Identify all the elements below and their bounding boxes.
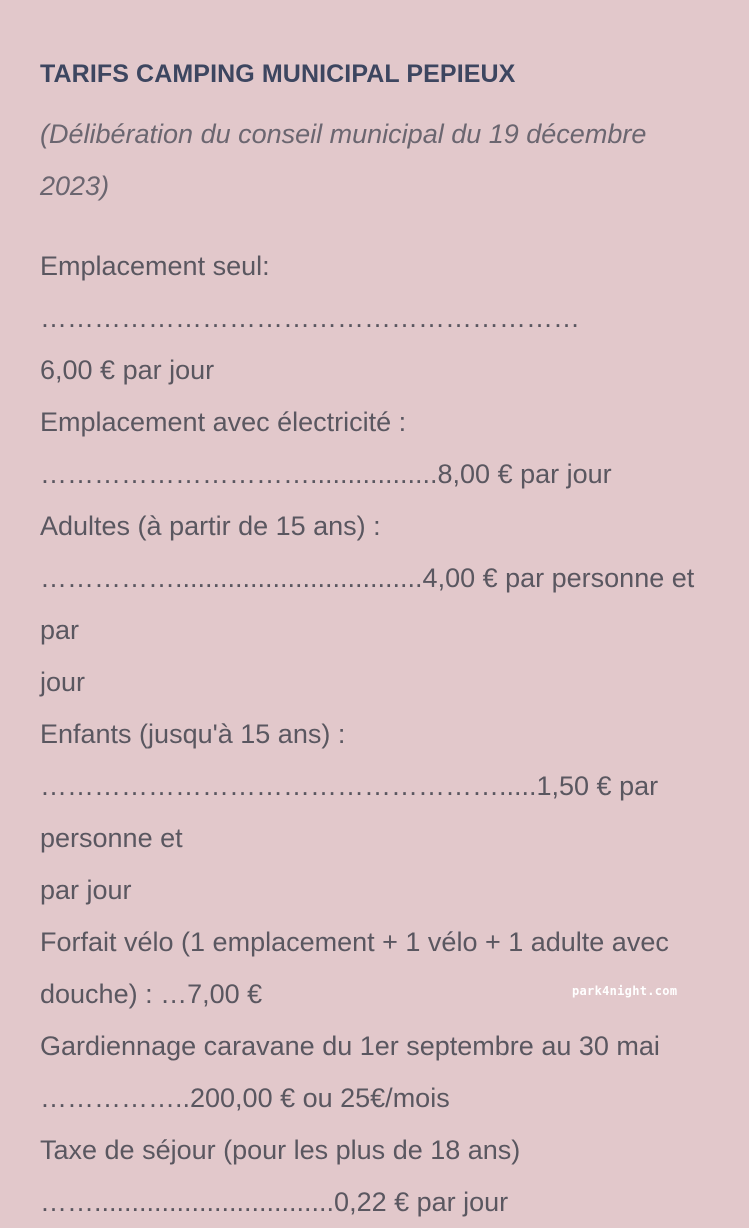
tariff-line-enfants: Enfants (jusqu'à 15 ans) : [40, 719, 346, 749]
tariff-line-gardiennage-price: ……………..200,00 € ou 25€/mois [40, 1083, 450, 1113]
tariff-line-gardiennage: Gardiennage caravane du 1er septembre au 30 mai [40, 1031, 660, 1061]
tariff-list [40, 240, 710, 1228]
tariff-line-enfants-price-cont: par jour [40, 875, 132, 905]
tariff-line-emplacement-seul: Emplacement seul: …………………………………………………… [40, 251, 580, 333]
tariff-line-enfants-price: …………………………………………….....1,50 € par personne et [40, 771, 666, 853]
tariff-line-adultes-price-cont: jour [40, 667, 86, 697]
park4night-watermark: park4night.com [572, 984, 678, 998]
tariff-document [40, 56, 710, 1228]
tariff-line-taxe-sejour: Taxe de séjour (pour les plus de 18 ans) [40, 1135, 521, 1165]
tariff-line-forfait-velo: Forfait vélo (1 emplacement + 1 vélo + 1 adulte avec [40, 927, 669, 957]
tariff-line-emplacement-electricite-price: ………………………….................8,00 € par jour [40, 459, 612, 489]
tariff-line-adultes: Adultes (à partir de 15 ans) : [40, 511, 381, 541]
tariff-line-emplacement-seul-price: 6,00 € par jour [40, 355, 215, 385]
document-subtitle: (Délibération du conseil municipal du 19 décembre 2023) [40, 119, 647, 201]
tariff-line-forfait-velo-price: douche) : …7,00 € [40, 979, 263, 1009]
document-title: TARIFS CAMPING MUNICIPAL PEPIEUX [40, 60, 516, 88]
tariff-line-adultes-price: …………….................................4,00 € par personne et par [40, 563, 702, 645]
tariff-line-emplacement-electricite: Emplacement avec électricité : [40, 407, 407, 437]
tariff-line-taxe-sejour-price: ……................................0,22 € par jour [40, 1187, 509, 1217]
